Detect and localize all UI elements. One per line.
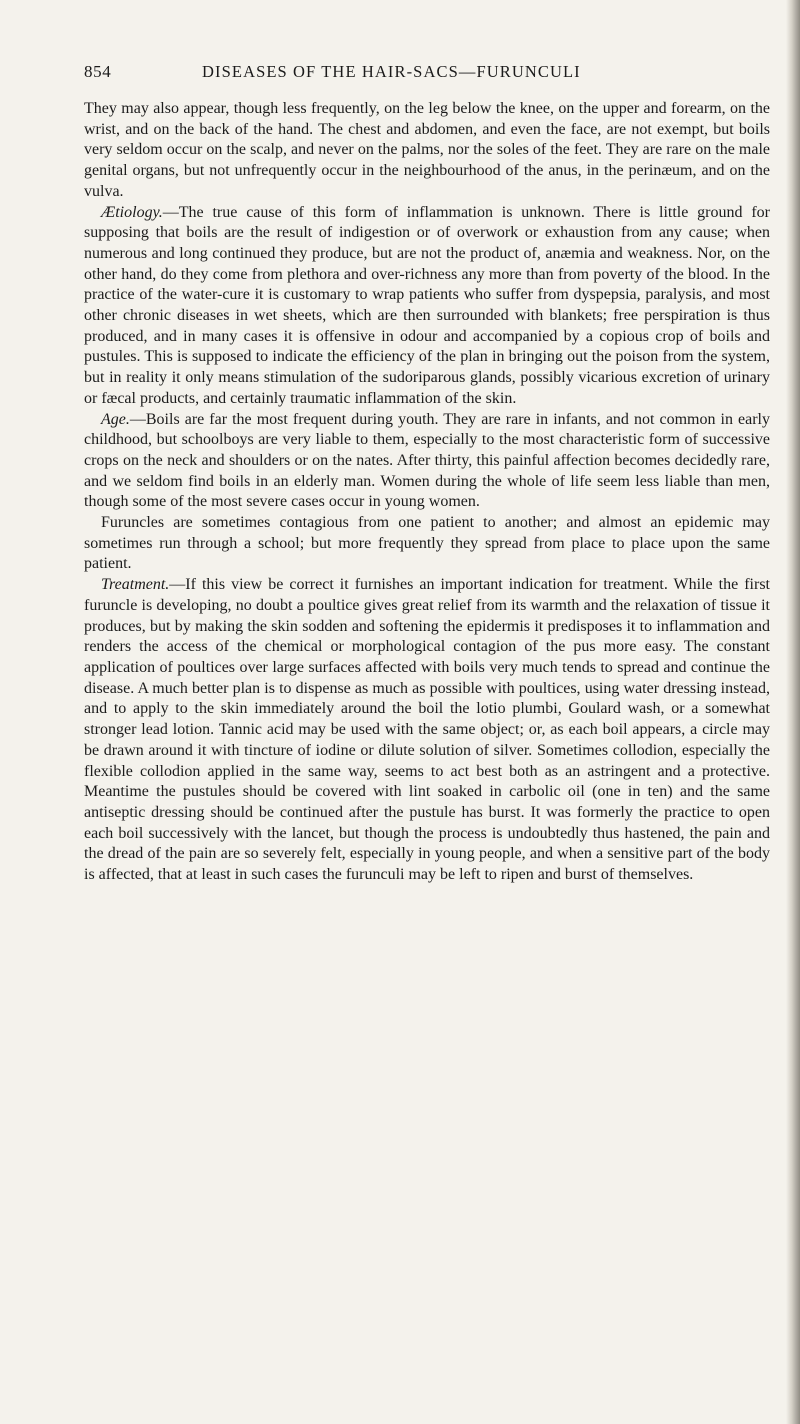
paragraph-text: —If this view be correct it furnishes an important indication for treatment. While the first furuncle is developing, no doubt a poultice gives great relief from its warmth and the relaxation of tissue it produces, but by making the skin sodden and softening the epidermis it predisposes it to inflammation and renders the access of the chemical or morphological contagion of the pus more easy. The constant application of poultices over large surfaces affected with boils very much tends to spread and continue the disease. A much better plan is to dispense as much as possible with poultices, using water dressing instead, and to apply to the skin immediately around the boil the lotio plumbi, Goulard wash, or a somewhat stronger lead lotion. Tannic acid may be used with the same object; or, as each boil appears, a circle may be drawn around it with tincture of iodine or dilute solution of silver. Sometimes collodion, especially the flexible collodion applied in the same way, seems to act best both as an astringent and a protective. Meantime the pustules should be covered with lint soaked in carbolic oil (one in ten) and the same antiseptic dressing should be continued after the pustule has burst. It was formerly the practice to open each boil successively with the lancet, but though the process is undoubtedly thus hastened, the pain and the dread of the pain are so severely felt, especially in young people, and when a sensitive part of the body is affected, that at least in such cases the furunculi may be left to ripen and burst of themselves. bbox=[84, 576, 770, 884]
paragraph-treatment bbox=[84, 575, 770, 886]
paragraph-age bbox=[84, 410, 770, 514]
paragraph-text: They may also appear, though less frequently, on the leg below the knee, on the upper and forearm, on the wrist, and on the back of the hand. The chest and abdomen, and even the face, are not exempt, but boils very seldom occur on the scalp, and never on the palms, nor the soles of the feet. They are rare on the male genital organs, but not unfrequently occur in the neighbourhood of the anus, in the perinæum, and on the vulva. bbox=[84, 100, 770, 200]
paragraph-locations bbox=[84, 99, 770, 203]
paragraph-text: Furuncles are sometimes contagious from one patient to another; and almost an epidemic may sometimes run through a school; but more frequently they spread from place to place upon the same patient. bbox=[84, 514, 770, 573]
page-edge-shadow bbox=[786, 0, 800, 1424]
running-head bbox=[84, 62, 774, 92]
paragraph-text: —The true cause of this form of inflammation is unknown. There is little ground for supposing that boils are the result of indigestion or of overwork or exhaustion from any cause; when numerous and long continued they produce, but are not the product of, anæmia and weakness. Nor, on the other hand, do they come from plethora and over-richness any more than from poverty of the blood. In the practice of the water-cure it is customary to wrap patients who suffer from dyspepsia, paralysis, and most other chronic diseases in wet sheets, which are then surrounded with blankets; free perspiration is thus produced, and in many cases it is offensive in odour and accompanied by a copious crop of boils and pustules. This is supposed to indicate the efficiency of the plan in bringing out the poison from the system, but in reality it only means stimulation of the sudoriparous glands, possibly vicarious excretion of urinary or fæcal products, and certainly traumatic inflammation of the skin. bbox=[84, 203, 770, 407]
section-heading-aetiology: Ætiology. bbox=[101, 203, 163, 221]
paragraph-contagion bbox=[84, 513, 770, 575]
body-text bbox=[84, 99, 770, 886]
section-heading-treatment: Treatment. bbox=[101, 576, 170, 594]
page-number: 854 bbox=[84, 62, 112, 81]
running-title: DISEASES OF THE HAIR-SACS—FURUNCULI bbox=[202, 62, 581, 81]
section-heading-age: Age. bbox=[101, 410, 130, 428]
paragraph-aetiology bbox=[84, 203, 770, 410]
paragraph-text: —Boils are far the most frequent during youth. They are rare in infants, and not common in early childhood, but schoolboys are very liable to them, especially to the most characteristic form of successive crops on the neck and shoulders or on the nates. After thirty, this painful affection becomes decidedly rare, and we seldom find boils in an elderly man. Women during the whole of life seem less liable than men, though some of the most severe cases occur in young women. bbox=[84, 410, 770, 511]
